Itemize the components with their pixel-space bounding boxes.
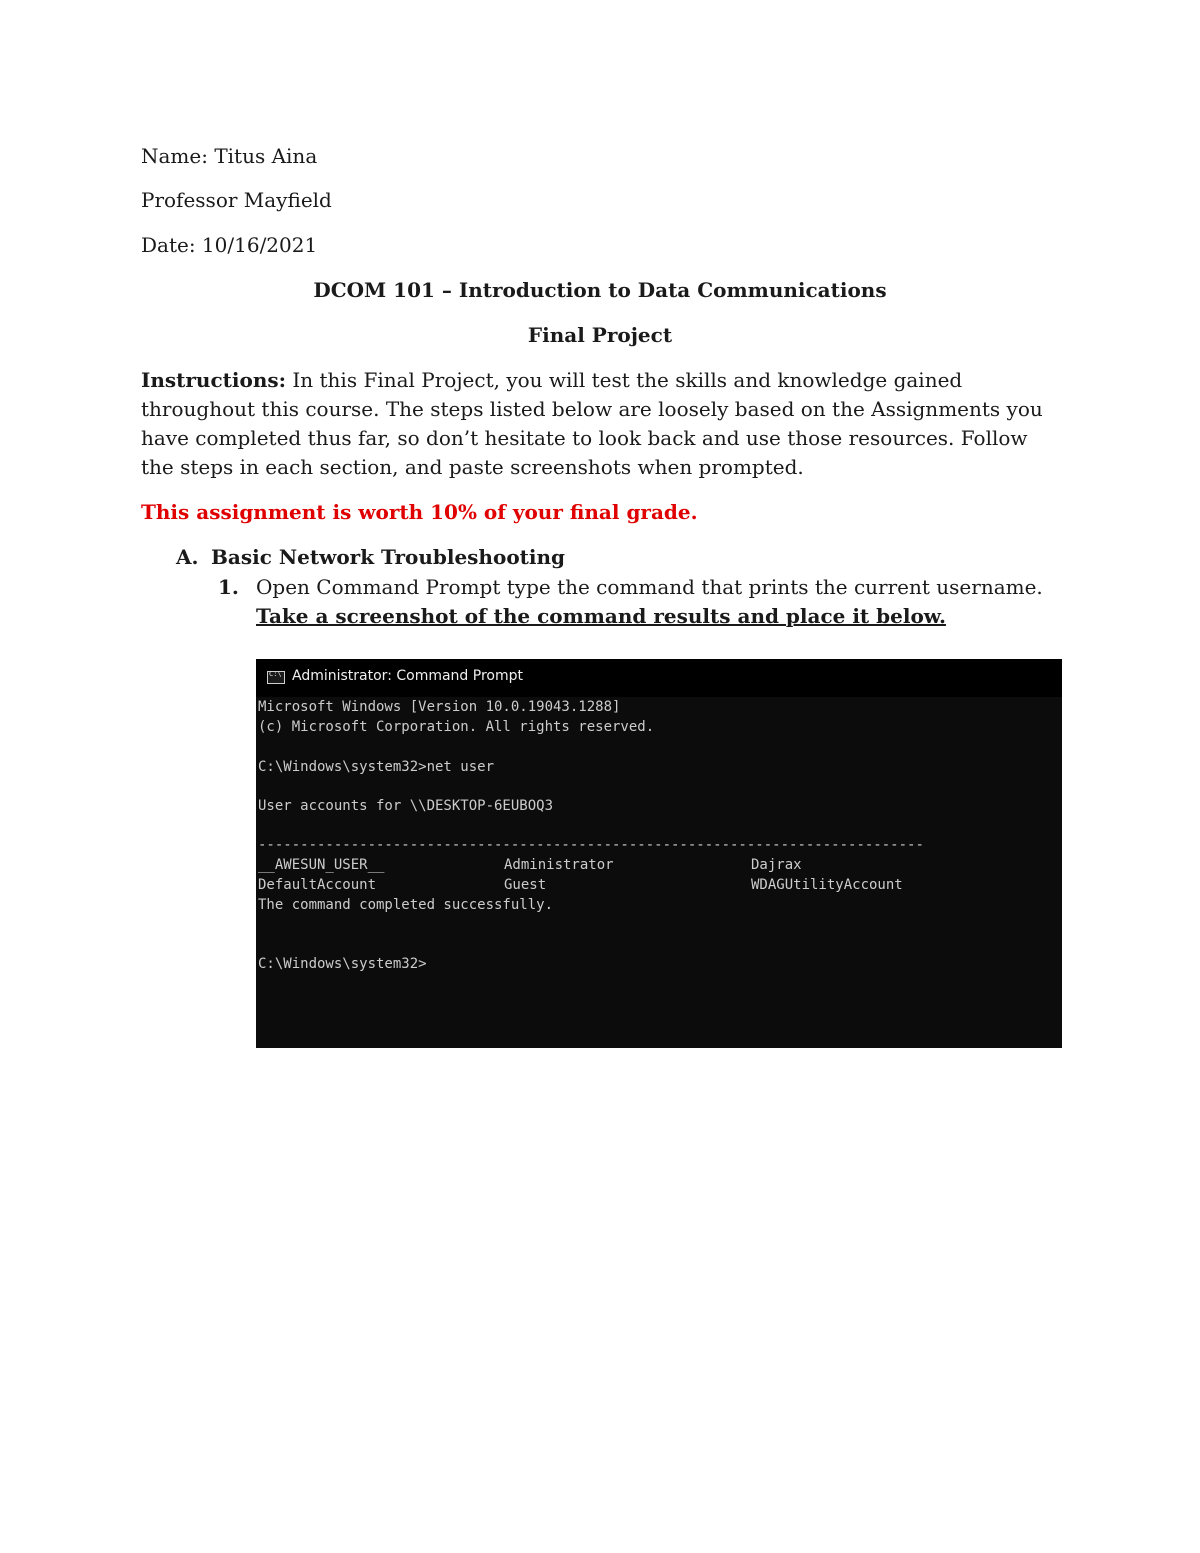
cmd-prompt-line: C:\Windows\system32> [258, 956, 427, 972]
instructions-label: Instructions: [141, 368, 287, 392]
step-1-number: 1. [218, 575, 239, 599]
cmd-account-cell: Guest [504, 877, 547, 893]
cmd-account-cell: DefaultAccount [258, 877, 377, 893]
cmd-account-cell: Dajrax [751, 857, 802, 873]
grade-weight-notice: This assignment is worth 10% of your final grade. [141, 500, 698, 524]
professor-name: Professor Mayfield [141, 188, 332, 212]
cmd-account-cell: WDAGUtilityAccount [751, 877, 903, 893]
cmd-accounts-header: User accounts for \\DESKTOP-6EUBOQ3 [258, 798, 554, 814]
course-title: DCOM 101 – Introduction to Data Communications [313, 278, 887, 302]
cmd-window-title: Administrator: Command Prompt [292, 668, 523, 684]
instructions-text: In this Final Project, you will test the skills and knowledge gained throughout this course. The steps listed below are loosely based on the Assignments you have completed thus far, so don’t hesitate to look back and use those resources. Follow the steps in each section, and paste screenshots when prompted. [141, 368, 1043, 479]
step-1 [218, 573, 1068, 631]
cmd-separator: ------------------------------------------------------------------------------- [258, 837, 924, 853]
step-1-emphasis: Take a screenshot of the command results and place it below. [256, 604, 946, 628]
step-1-text: Open Command Prompt type the command that prints the current username. [256, 575, 1043, 599]
cmd-command-line: C:\Windows\system32>net user [258, 759, 495, 775]
section-a-letter: A. [176, 545, 199, 569]
cmd-account-cell: __AWESUN_USER__ [258, 857, 385, 873]
cmd-icon [267, 671, 285, 684]
section-a-heading [176, 543, 565, 572]
command-prompt-screenshot [256, 659, 1062, 1048]
cmd-completed-line: The command completed successfully. [258, 897, 554, 913]
cmd-version-line: Microsoft Windows [Version 10.0.19043.1288] [258, 699, 621, 715]
section-a-title: Basic Network Troubleshooting [211, 545, 566, 569]
instructions-paragraph [141, 366, 1061, 482]
submission-date: Date: 10/16/2021 [141, 233, 318, 257]
cmd-copyright-line: (c) Microsoft Corporation. All rights reserved. [258, 719, 655, 735]
cmd-titlebar [256, 659, 1062, 697]
cmd-account-cell: Administrator [504, 857, 614, 873]
step-1-body [256, 573, 1068, 631]
student-name: Name: Titus Aina [141, 144, 318, 168]
project-title: Final Project [527, 323, 673, 347]
